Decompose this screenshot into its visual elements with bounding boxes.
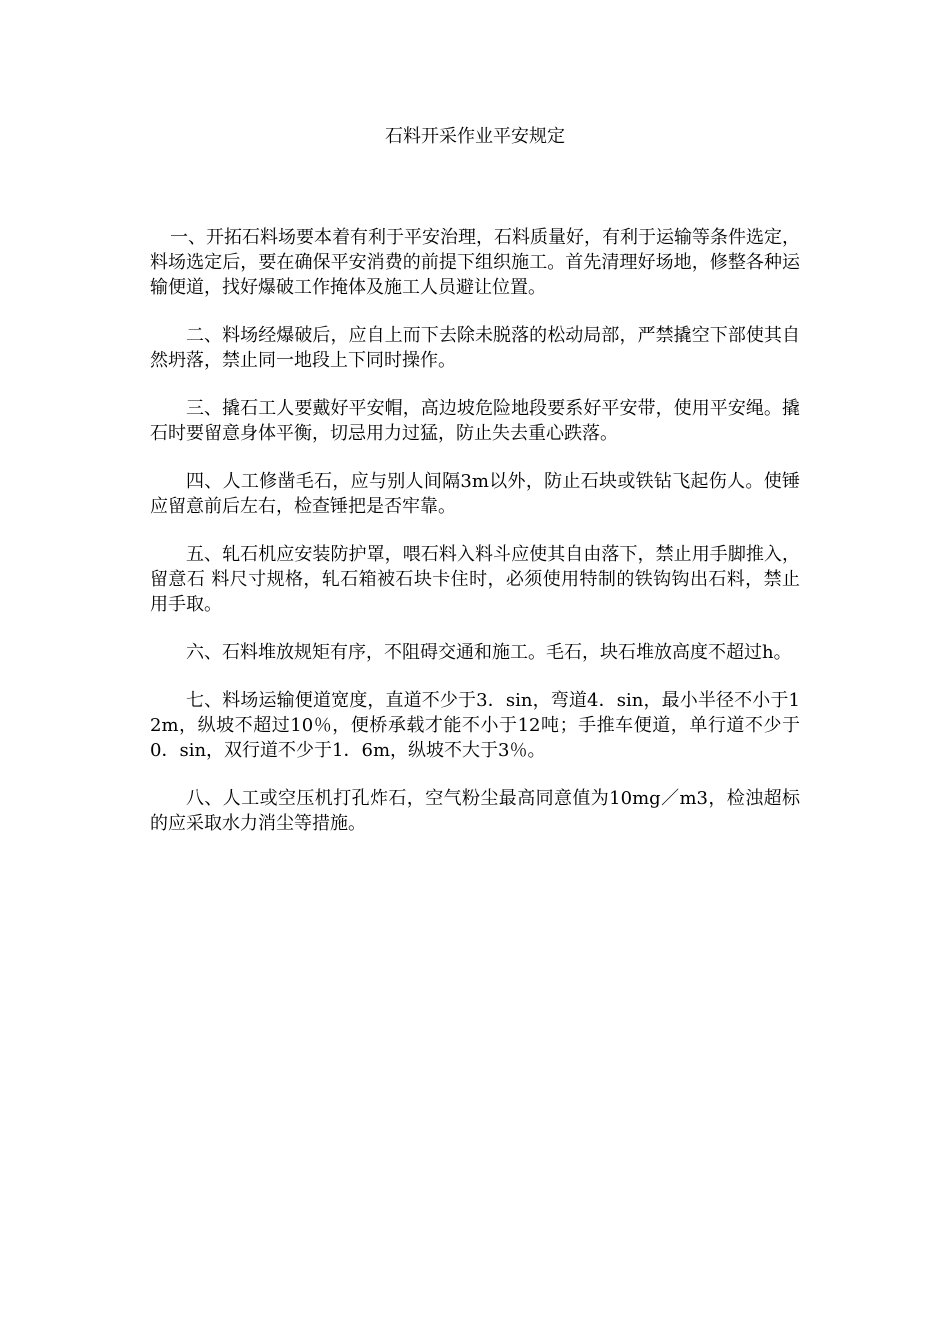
paragraph-3: 三、撬石工人要戴好平安帽，高边坡危险地段要系好平安带，使用平安绳。撬石时要留意身体平衡，切忌用力过猛，防止失去重心跌落。 (150, 398, 800, 444)
paragraph-2: 二、料场经爆破后，应自上而下去除未脱落的松动局部，严禁撬空下部使其自然坍落，禁止同一地段上下同时操作。 (150, 325, 800, 371)
paragraph-5: 五、轧石机应安装防护罩，喂石料入料斗应使其自由落下，禁止用手脚推入，留意石 料尺寸规格，轧石箱被石块卡住时，必须使用特制的铁钩钩出石料，禁止用手取。 (150, 544, 800, 615)
document-body (150, 225, 800, 859)
paragraph-1: 一、开拓石料场要本着有利于平安治理，石料质量好，有利于运输等条件选定，料场选定后，要在确保平安消费的前提下组织施工。首先清理好场地，修整各种运输便道，找好爆破工作掩体及施工人员避让位置。 (150, 227, 800, 298)
paragraph-7: 七、料场运输便道宽度，直道不少于3．sin，弯道4．sin，最小半径不小于12m，纵坡不超过10％，便桥承载才能不小于12吨；手推车便道，单行道不少于0．sin，双行道不少于1．6m，纵坡不大于3％。 (150, 690, 800, 761)
paragraph-8: 八、人工或空压机打孔炸石，空气粉尘最高同意值为10mg／m3，检浊超标的应采取水力消尘等措施。 (150, 788, 800, 834)
page-title: 石料开采作业平安规定 (385, 126, 565, 147)
paragraph-4: 四、人工修凿毛石，应与别人间隔3m以外，防止石块或铁钻飞起伤人。使锤应留意前后左右，检查锤把是否牢靠。 (150, 471, 800, 517)
paragraph-6: 六、石料堆放规矩有序，不阻碍交通和施工。毛石，块石堆放高度不超过h。 (186, 642, 792, 663)
